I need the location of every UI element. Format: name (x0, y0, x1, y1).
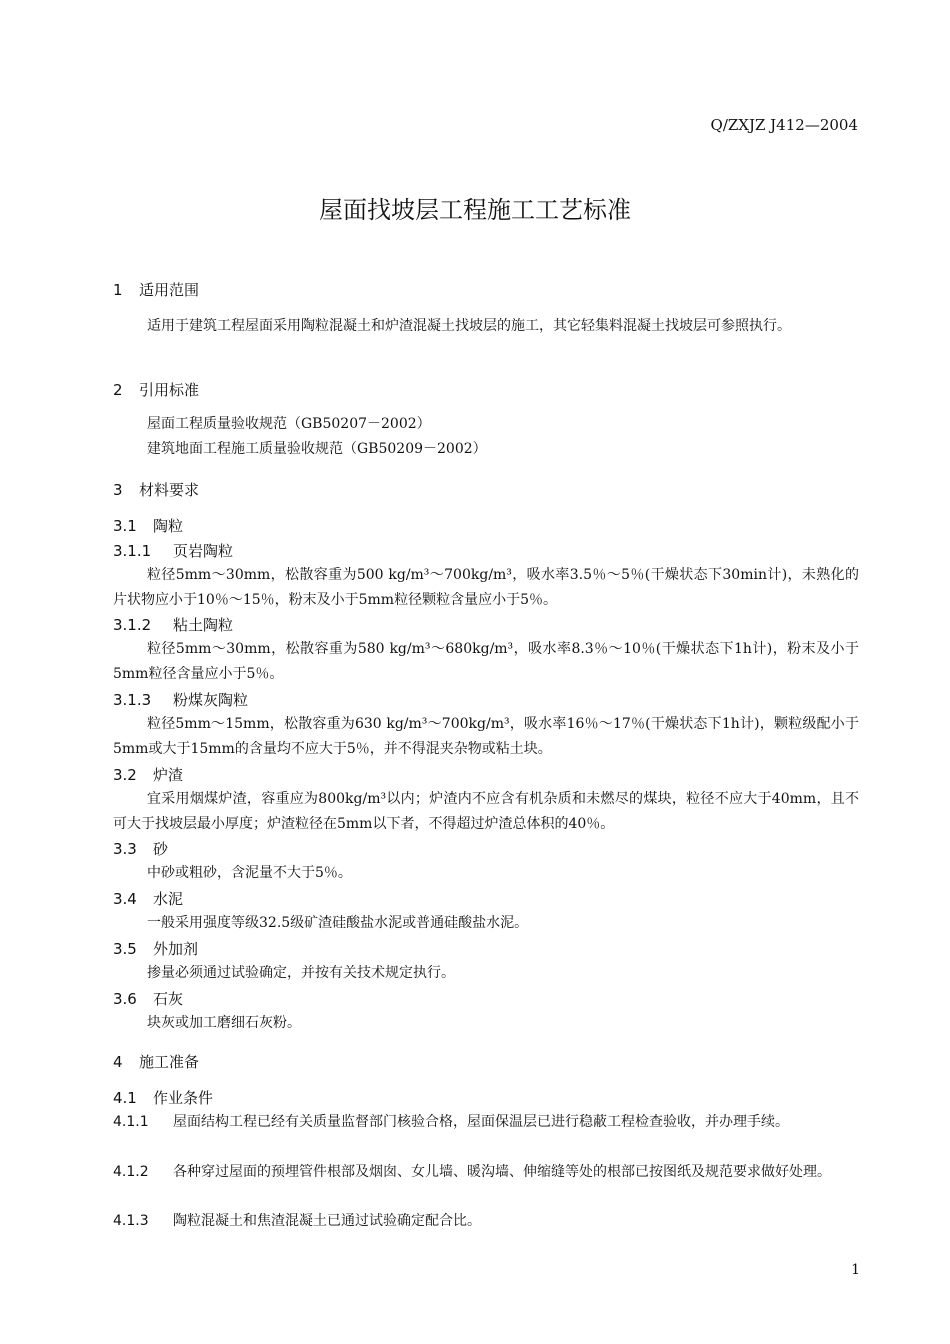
section-1-heading: 1 适用范围 (113, 281, 200, 299)
section-3-2-body: 宜采用烟煤炉渣，容重应为800kg/m³以内；炉渣内不应含有机杂质和未燃尽的煤块，粒径不应大于40mm，且不可大于找坡层最小厚度；炉渣粒径在5mm以下者，不得超过炉渣总体积的40％。 (113, 791, 859, 832)
page-number: 1 (851, 1262, 860, 1278)
section-3-4-heading: 3.4 水泥 (113, 890, 184, 908)
section-2-heading: 2 引用标准 (113, 381, 200, 399)
section-3-1-3-body: 粒径5mm～15mm，松散容重为630 kg/m³～700kg/m³，吸水率16％～17％(干燥状态下1h计)，颗粒级配小于5mm或大于15mm的含量均不应大于5％，并不得混夹杂物或粘土块。 (113, 716, 859, 757)
section-4-1-1: 4.1.1 屋面结构工程已经有关质量监督部门核验合格，屋面保温层已进行稳蔽工程检查验收，并办理手续。 (113, 1114, 789, 1130)
section-4-heading: 4 施工准备 (113, 1053, 200, 1071)
section-3-3-body: 中砂或粗砂，含泥量不大于5％。 (147, 865, 352, 881)
section-1-body: 适用于建筑工程屋面采用陶粒混凝土和炉渣混凝土找坡层的施工，其它轻集料混凝土找坡层可参照执行。 (147, 318, 791, 334)
section-3-heading: 3 材料要求 (113, 481, 200, 499)
section-4-1-3: 4.1.3 陶粒混凝土和焦渣混凝土已通过试验确定配合比。 (113, 1213, 481, 1229)
section-3-6-heading: 3.6 石灰 (113, 990, 184, 1008)
section-3-1-heading: 3.1 陶粒 (113, 517, 184, 535)
section-4-1-2: 4.1.2 各种穿过屋面的预埋管件根部及烟囱、女儿墙、暖沟墙、伸缩缝等处的根部已按图纸及规范要求做好处理。 (113, 1164, 831, 1180)
section-3-1-3-heading: 3.1.3 粉煤灰陶粒 (113, 691, 249, 709)
reference-item: 建筑地面工程施工质量验收规范（GB50209－2002） (147, 441, 487, 457)
section-3-5-body: 掺量必须通过试验确定，并按有关技术规定执行。 (147, 965, 455, 981)
section-3-1-2-body: 粒径5mm～30mm，松散容重为580 kg/m³～680kg/m³，吸水率8.3％～10％(干燥状态下1h计)，粉末及小于5mm粒径含量应小于5％。 (113, 641, 859, 682)
section-3-5-heading: 3.5 外加剂 (113, 940, 199, 958)
section-3-4-body: 一般采用强度等级32.5级矿渣硅酸盐水泥或普通硅酸盐水泥。 (147, 915, 529, 931)
reference-item: 屋面工程质量验收规范（GB50207－2002） (147, 416, 431, 432)
section-3-1-1-heading: 3.1.1 页岩陶粒 (113, 542, 234, 560)
section-3-3-heading: 3.3 砂 (113, 840, 169, 858)
section-4-1-heading: 4.1 作业条件 (113, 1089, 214, 1107)
section-3-2-heading: 3.2 炉渣 (113, 766, 184, 784)
section-3-1-1-body: 粒径5mm～30mm，松散容重为500 kg/m³～700kg/m³，吸水率3.5％～5％(干燥状态下30min计)，未熟化的片状物应小于10％～15％，粉末及小于5mm粒径颗粒含量应小于5％。 (113, 567, 859, 608)
document-code: Q/ZXJZ J412—2004 (710, 116, 858, 134)
document-title: 屋面找坡层工程施工工艺标准 (319, 196, 631, 224)
section-3-6-body: 块灰或加工磨细石灰粉。 (147, 1015, 301, 1031)
section-3-1-2-heading: 3.1.2 粘土陶粒 (113, 616, 234, 634)
